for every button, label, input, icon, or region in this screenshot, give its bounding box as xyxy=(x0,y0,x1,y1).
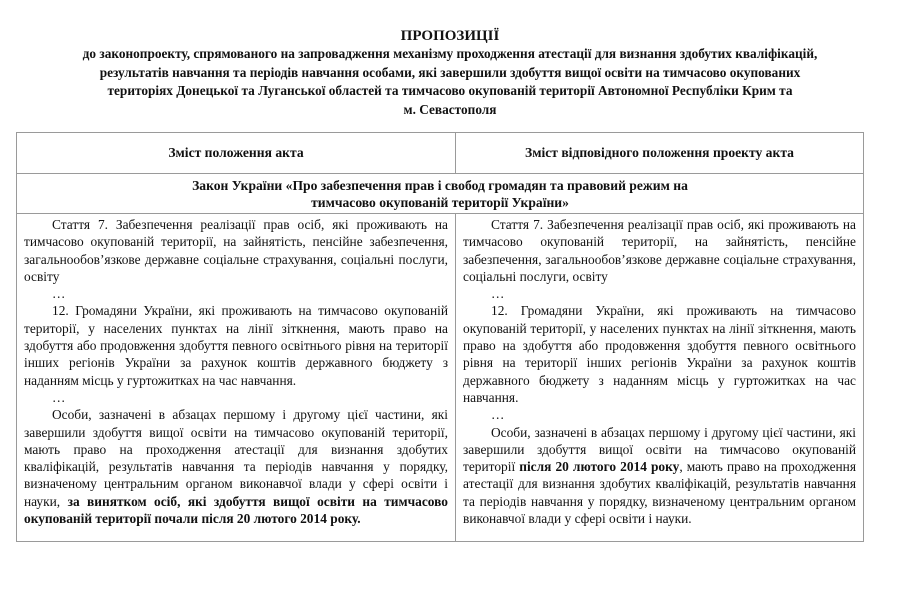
paragraph-text: Особи, зазначені в абзацах першому і другому цієї частини, які завершили здобуття вищої освіти на тимчасово окупованій території, мають право на проходження атестації для визнання здобутих кваліфікацій, результатів навчання та періодів навчання у порядку, визначеному центральним органом виконавчої влади у сфері освіти і науки, xyxy=(24,407,448,509)
amended-paragraph xyxy=(24,406,448,527)
current-act-cell xyxy=(17,214,456,542)
law-title-line: тимчасово окупованій території України» xyxy=(311,194,569,210)
highlighted-text: після 20 лютого 2014 року xyxy=(519,459,680,475)
ellipsis: … xyxy=(491,407,505,423)
law-title-line: Закон України «Про забезпечення прав і свобод громадян та правовий режим на xyxy=(192,177,688,193)
document-subtitle xyxy=(0,45,900,119)
document-title-block xyxy=(0,27,900,119)
comparison-table xyxy=(16,132,864,542)
draft-act-cell xyxy=(456,214,864,542)
article-paragraph: Стаття 7. Забезпечення реалізації прав осіб, які проживають на тимчасово окупованій території, на зайнятість, пенсійне забезпечення, загальнообов’язкове державне соціальне страхування, соціальні послуги, освіту xyxy=(24,217,448,284)
amended-paragraph xyxy=(463,424,856,528)
ellipsis: … xyxy=(52,389,66,405)
column-header-current-act: Зміст положення акта xyxy=(17,133,456,174)
ellipsis: … xyxy=(491,286,505,302)
law-title xyxy=(17,174,864,214)
subtitle-line: до законопроекту, спрямованого на запровадження механізму проходження атестації для визнання здобутих кваліфікацій, xyxy=(82,46,818,61)
column-header-draft-act: Зміст відповідного положення проекту акта xyxy=(456,133,864,174)
highlighted-text: за винятком осіб, які здобуття вищої освіти на тимчасово окупованій території почали після 20 лютого 2014 року. xyxy=(24,493,449,527)
subtitle-line: м. Севастополя xyxy=(403,101,497,117)
paragraph-text: Особи, зазначені в абзацах першому і другому цієї частини, які завершили здобуття вищої освіти на тимчасово окупованій території xyxy=(463,424,856,475)
document-title: ПРОПОЗИЦІЇ xyxy=(400,28,500,44)
law-title-row xyxy=(17,174,864,214)
subtitle-line: територіях Донецької та Луганської областей та тимчасово окупованій території Автономної Республіки Крим та xyxy=(107,83,793,98)
clause-paragraph: 12. Громадяни України, які проживають на тимчасово окупованій території, у населених пунктах на лінії зіткнення, мають право на здобуття або продовження здобуття певного освітнього рівня на території інших регіонів України за рахунок коштів державного бюджету з наданням місць у гуртожитках на час навчання. xyxy=(24,303,448,388)
ellipsis: … xyxy=(52,286,66,302)
subtitle-line: результатів навчання та періодів навчання особами, які завершили здобуття вищої освіти на тимчасово окупованих xyxy=(99,64,801,80)
paragraph-text: , мають право на проходження атестації для визнання здобутих кваліфікацій, результатів навчання та періодів навчання у порядку, визначеному центральним органом виконавчої влади у сфері освіти і науки. xyxy=(463,459,856,527)
table-header-row xyxy=(17,133,864,174)
article-paragraph: Стаття 7. Забезпечення реалізації прав осіб, які проживають на тимчасово окупованій території, на зайнятість, пенсійне забезпечення, загальнообов’язкове державне соціальне страхування, соціальні послуги, освіту xyxy=(463,217,856,284)
table-row xyxy=(17,214,864,542)
clause-paragraph: 12. Громадяни України, які проживають на тимчасово окупованій території, у населених пунктах на лінії зіткнення, мають право на здобуття або продовження здобуття певного освітнього рівня на території інших регіонів України за рахунок коштів державного бюджету з наданням місць у гуртожитках на час навчання. xyxy=(463,303,856,405)
